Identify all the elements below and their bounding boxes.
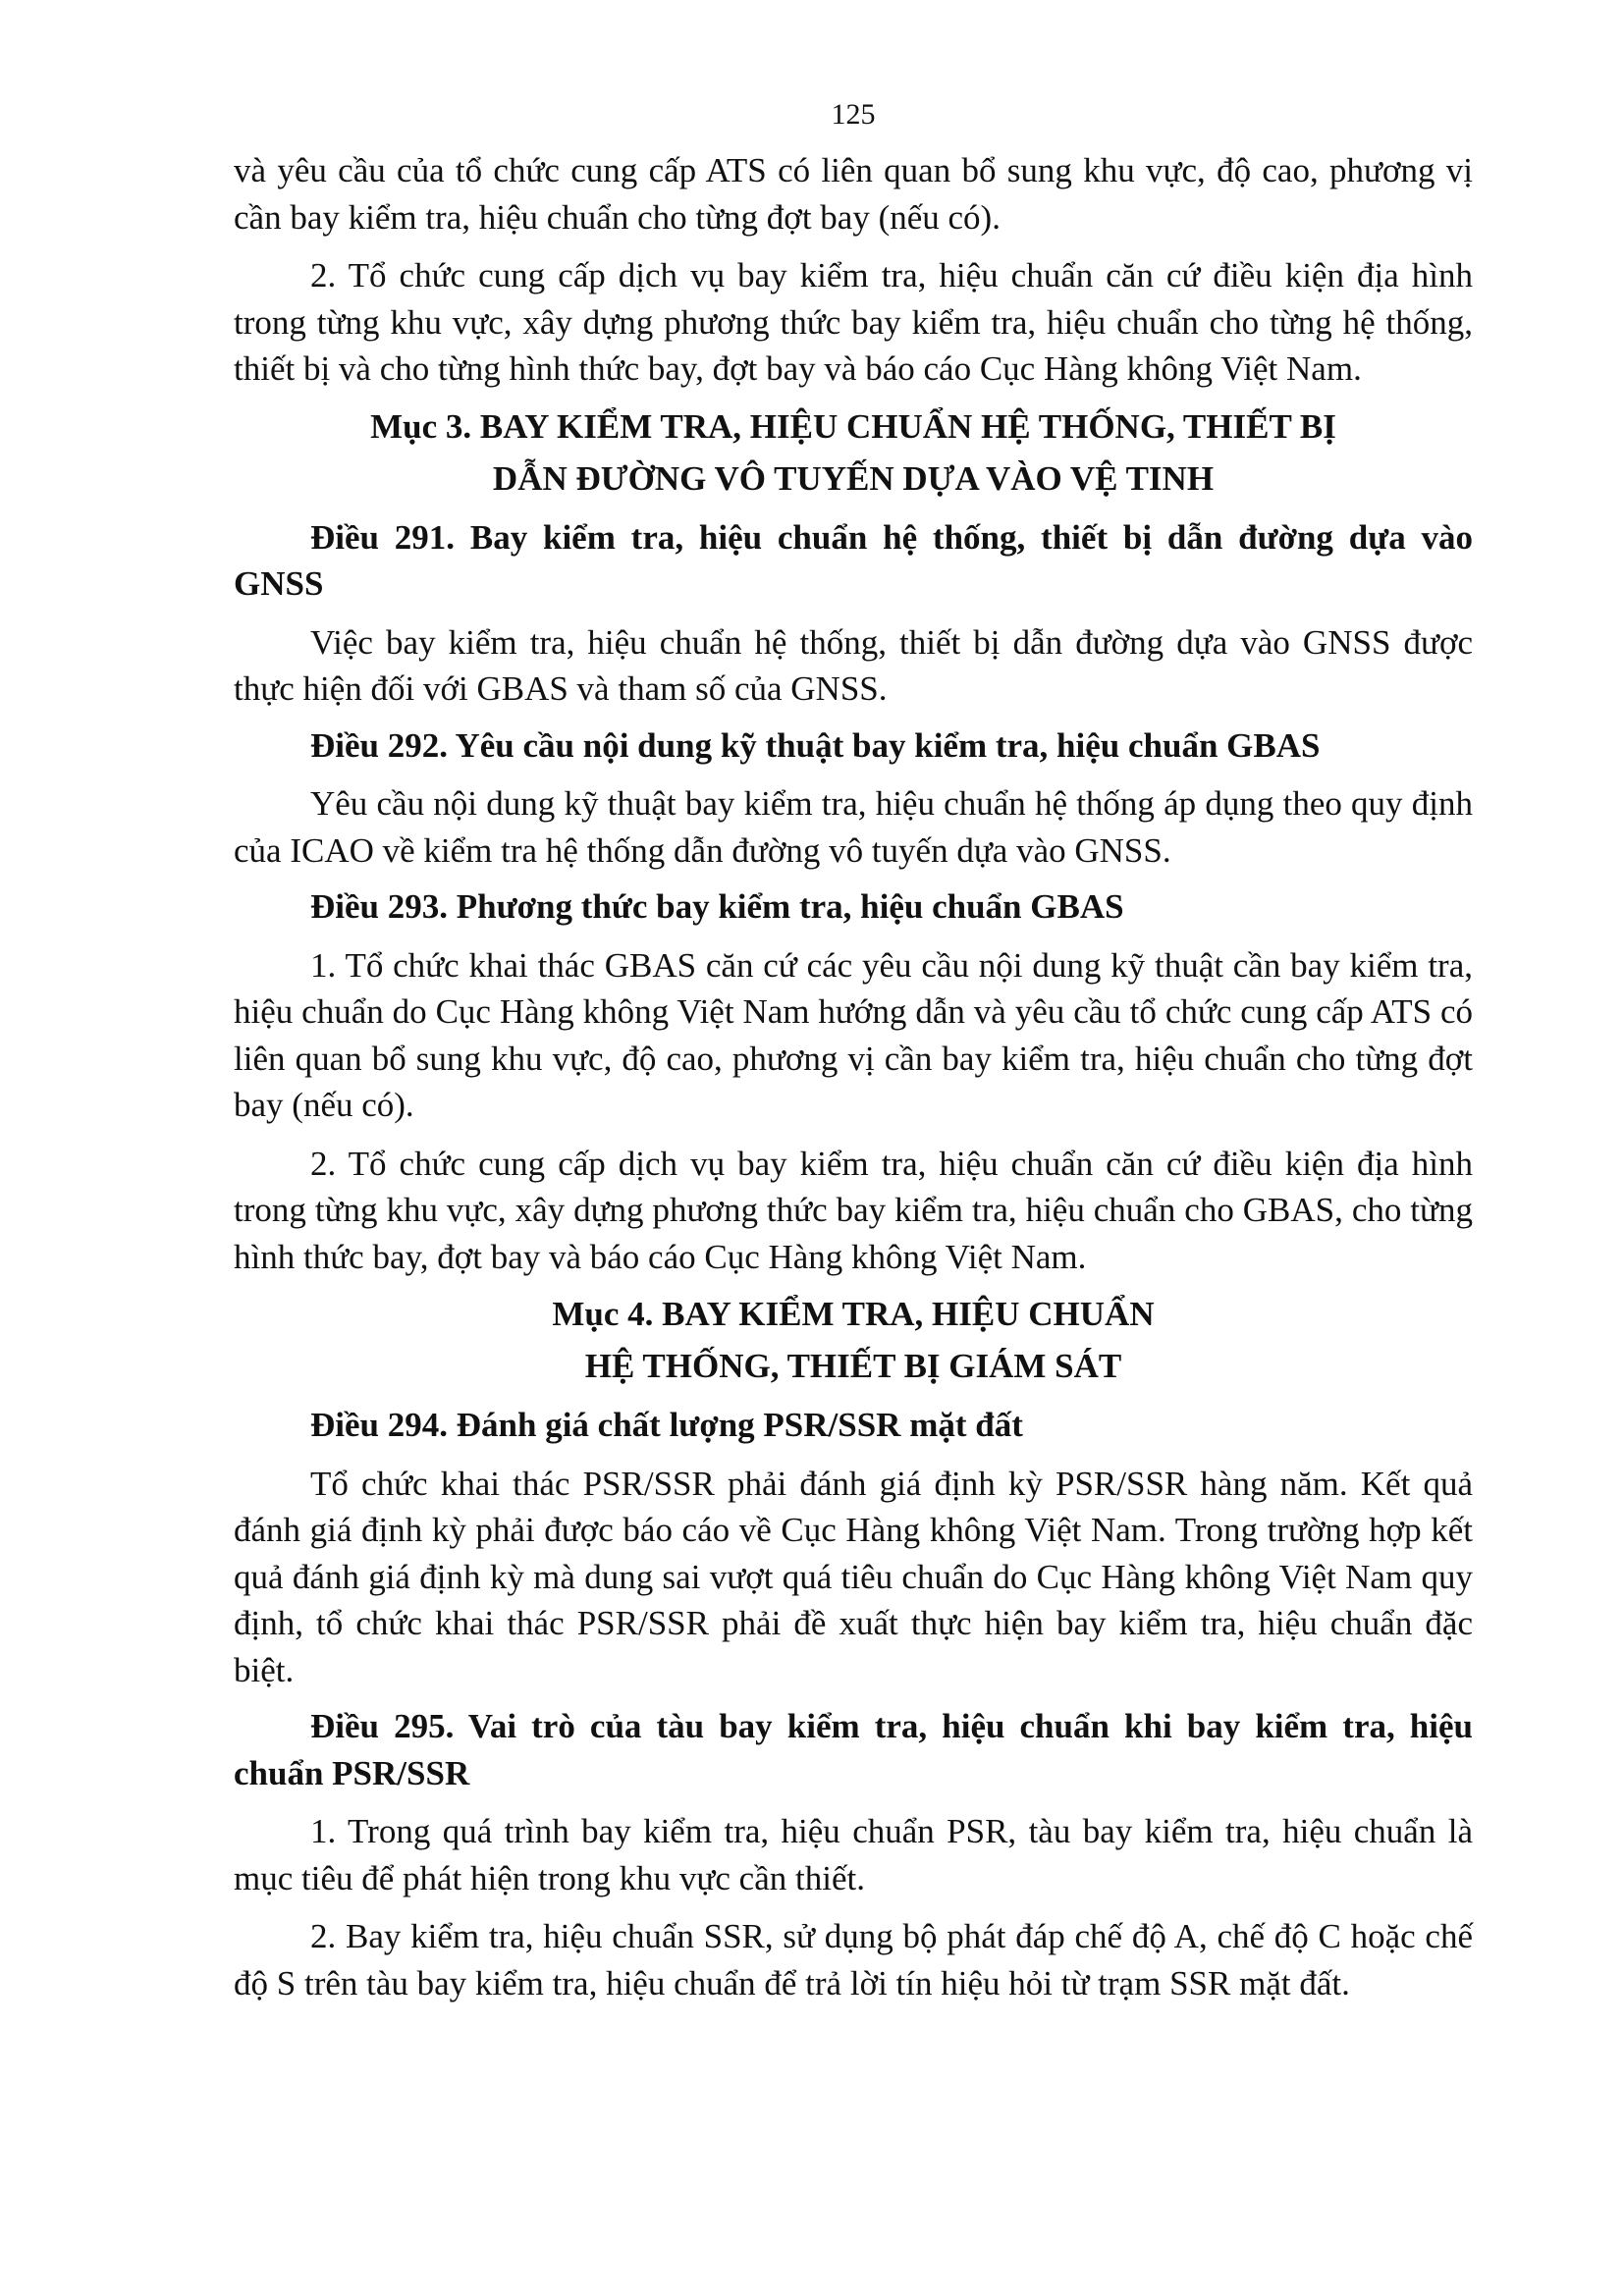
article-heading: Điều 293. Phương thức bay kiểm tra, hiệu chuẩn GBAS [310, 887, 1124, 926]
section-heading-line: Mục 4. BAY KIỂM TRA, HIỆU CHUẨN [552, 1295, 1155, 1333]
paragraph: 2. Bay kiểm tra, hiệu chuẩn SSR, sử dụng bộ phát đáp chế độ A, chế độ C hoặc chế độ S trên tàu bay kiểm tra, hiệu chuẩn để trả lời tín hiệu hỏi từ trạm SSR mặt đất. [234, 1917, 1473, 2002]
paragraph: 1. Tổ chức khai thác GBAS căn cứ các yêu cầu nội dung kỹ thuật cần bay kiểm tra, hiệu chuẩn do Cục Hàng không Việt Nam hướng dẫn và yêu cầu tổ chức cung cấp ATS có liên quan bổ sung khu vực, độ cao, phương vị cần bay kiểm tra, hiệu chuẩn cho từng đợt bay (nếu có). [234, 945, 1473, 1124]
page-number: 125 [831, 98, 876, 131]
article-heading: Điều 292. Yêu cầu nội dung kỹ thuật bay kiểm tra, hiệu chuẩn GBAS [310, 725, 1321, 765]
paragraph: Tổ chức khai thác PSR/SSR phải đánh giá định kỳ PSR/SSR hàng năm. Kết quả đánh giá định kỳ phải được báo cáo về Cục Hàng không Việt Nam. Trong trường hợp kết quả đánh giá định kỳ mà dung sai vượt quá tiêu chuẩn do Cục Hàng không Việt Nam quy định, tổ chức khai thác PSR/SSR phải đề xuất thực hiện bay kiểm tra, hiệu chuẩn đặc biệt. [234, 1464, 1473, 1689]
paragraph: 1. Trong quá trình bay kiểm tra, hiệu chuẩn PSR, tàu bay kiểm tra, hiệu chuẩn là mục tiêu để phát hiện trong khu vực cần thiết. [234, 1812, 1473, 1897]
section-heading-line: DẪN ĐƯỜNG VÔ TUYẾN DỰA VÀO VỆ TINH [492, 458, 1215, 498]
document-page [234, 90, 1473, 2006]
section-heading-line: HỆ THỐNG, THIẾT BỊ GIÁM SÁT [584, 1347, 1122, 1385]
section-heading-line: Mục 3. BAY KIỂM TRA, HIỆU CHUẨN HỆ THỐNG, THIẾT BỊ [370, 406, 1336, 446]
paragraph: Việc bay kiểm tra, hiệu chuẩn hệ thống, thiết bị dẫn đường dựa vào GNSS được thực hiện đối với GBAS và tham số của GNSS. [234, 622, 1473, 708]
section-heading [234, 1288, 1473, 1392]
article-heading: Điều 291. Bay kiểm tra, hiệu chuẩn hệ thống, thiết bị dẫn đường dựa vào GNSS [234, 517, 1473, 603]
paragraph: 2. Tổ chức cung cấp dịch vụ bay kiểm tra, hiệu chuẩn căn cứ điều kiện địa hình trong từng khu vực, xây dựng phương thức bay kiểm tra, hiệu chuẩn cho từng hệ thống, thiết bị và cho từng hình thức bay, đợt bay và báo cáo Cục Hàng không Việt Nam. [234, 256, 1473, 388]
section-heading [234, 400, 1473, 505]
paragraph: Yêu cầu nội dung kỹ thuật bay kiểm tra, hiệu chuẩn hệ thống áp dụng theo quy định của ICAO về kiểm tra hệ thống dẫn đường vô tuyến dựa vào GNSS. [234, 784, 1473, 870]
article-heading: Điều 295. Vai trò của tàu bay kiểm tra, hiệu chuẩn khi bay kiểm tra, hiệu chuẩn PSR/SSR [234, 1707, 1473, 1792]
article-heading: Điều 294. Đánh giá chất lượng PSR/SSR mặt đất [310, 1406, 1023, 1444]
paragraph-continued: và yêu cầu của tổ chức cung cấp ATS có liên quan bổ sung khu vực, độ cao, phương vị cần bay kiểm tra, hiệu chuẩn cho từng đợt bay (nếu có). [234, 151, 1473, 237]
paragraph: 2. Tổ chức cung cấp dịch vụ bay kiểm tra, hiệu chuẩn căn cứ điều kiện địa hình trong từng khu vực, xây dựng phương thức bay kiểm tra, hiệu chuẩn cho GBAS, cho từng hình thức bay, đợt bay và báo cáo Cục Hàng không Việt Nam. [234, 1144, 1473, 1276]
